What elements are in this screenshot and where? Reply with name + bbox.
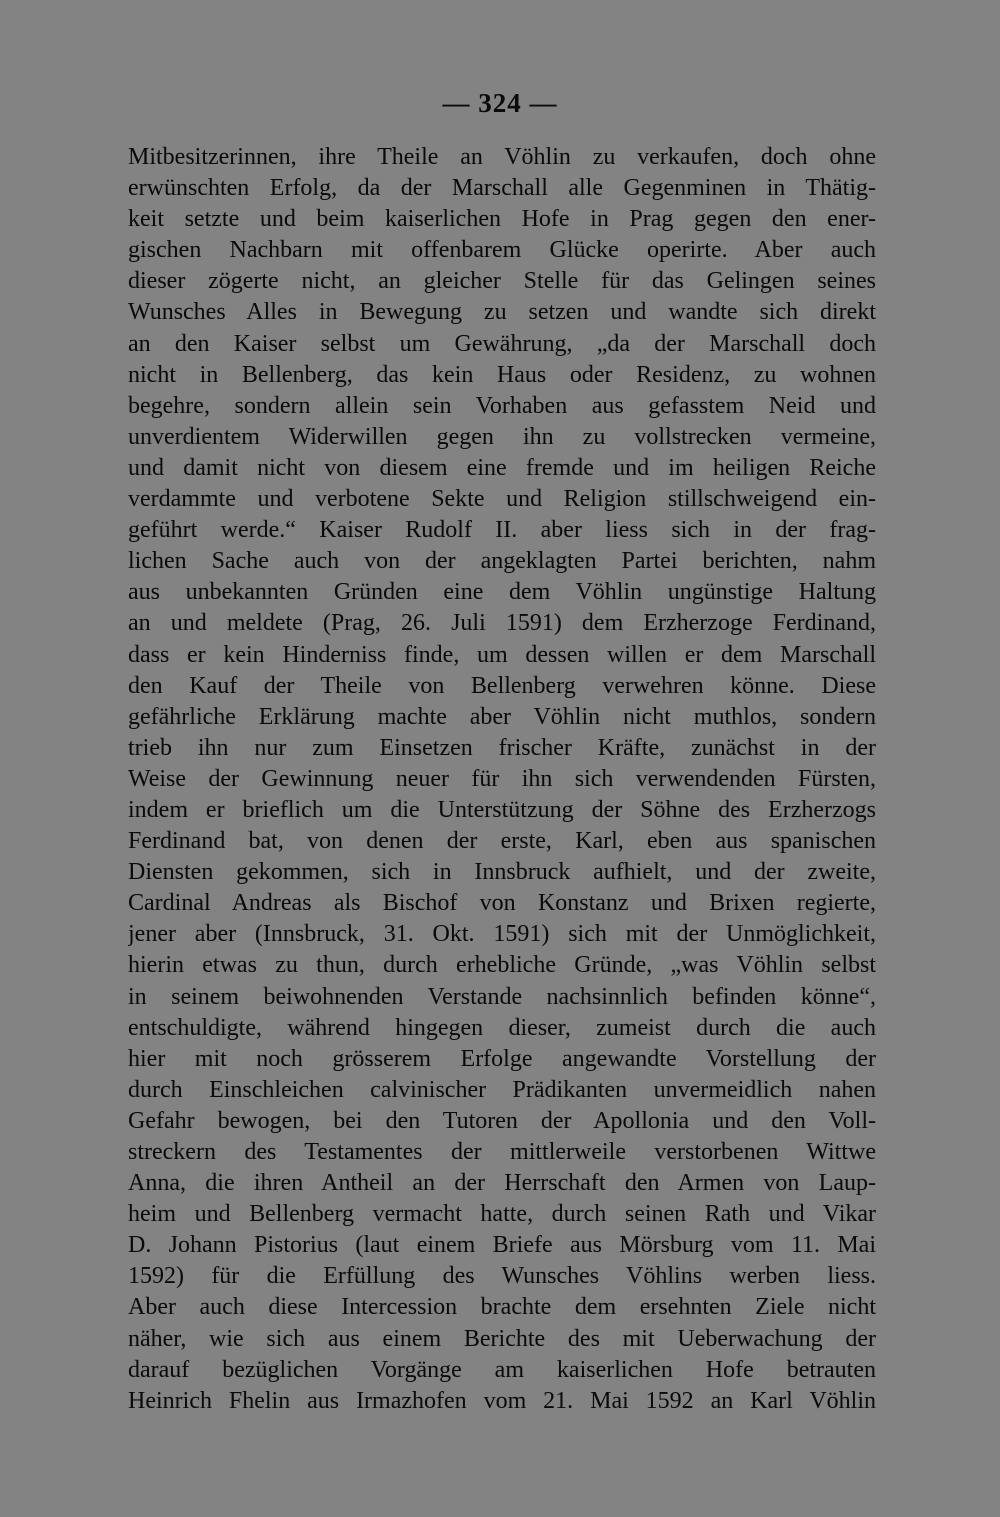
text-line: an und meldete (Prag, 26. Juli 1591) dem Erzherzoge Ferdinand, [128,610,876,637]
text-line: in seinem beiwohnenden Verstande nachsinnlich befinden könne“, [128,983,876,1010]
text-line: Ferdinand bat, von denen der erste, Karl, eben aus spanischen [128,828,876,855]
text-line: den Kauf der Theile von Bellenberg verwehren könne. Diese [128,672,876,699]
text-line: an den Kaiser selbst um Gewährung, „da der Marschall doch [128,330,876,357]
text-line: gefährliche Erklärung machte aber Vöhlin nicht muthlos, sondern [128,703,876,730]
text-line: hierin etwas zu thun, durch erhebliche Gründe, „was Vöhlin selbst [128,952,876,979]
text-line: gischen Nachbarn mit offenbarem Glücke operirte. Aber auch [128,237,876,264]
text-line: jener aber (Innsbruck, 31. Okt. 1591) sich mit der Unmöglichkeit, [128,921,876,948]
text-line: lichen Sache auch von der angeklagten Partei berichten, nahm [128,548,876,575]
text-line: Heinrich Fhelin aus Irmazhofen vom 21. Mai 1592 an Karl Vöhlin [128,1387,876,1414]
text-line: keit setzte und beim kaiserlichen Hofe in Prag gegen den ener- [128,206,876,233]
text-line: verdammte und verbotene Sekte und Religion stillschweigend ein- [128,486,876,513]
text-line: und damit nicht von diesem eine fremde und im heiligen Reiche [128,454,876,481]
text-line: erwünschten Erfolg, da der Marschall alle Gegenminen in Thätig- [128,175,876,202]
text-line: D. Johann Pistorius (laut einem Briefe aus Mörsburg vom 11. Mai [128,1232,876,1259]
text-line: näher, wie sich aus einem Berichte des mit Ueberwachung der [128,1325,876,1352]
text-line: Aber auch diese Intercession brachte dem ersehnten Ziele nicht [128,1294,876,1321]
text-line: trieb ihn nur zum Einsetzen frischer Kräfte, zunächst in der [128,734,876,761]
text-line: aus unbekannten Gründen eine dem Vöhlin ungünstige Haltung [128,579,876,606]
text-line: entschuldigte, während hingegen dieser, zumeist durch die auch [128,1014,876,1041]
text-line: geführt werde.“ Kaiser Rudolf II. aber liess sich in der frag- [128,517,876,544]
text-line: streckern des Testamentes der mittlerweile verstorbenen Wittwe [128,1139,876,1165]
text-line: Wunsches Alles in Bewegung zu setzen und wandte sich direkt [128,299,876,326]
text-line: Diensten gekommen, sich in Innsbruck aufhielt, und der zweite, [128,859,876,886]
text-line: 1592) für die Erfüllung des Wunsches Vöhlins werben liess. [128,1263,876,1290]
page-number: — 324 — [442,88,558,118]
text-line: unverdientem Widerwillen gegen ihn zu vollstrecken vermeine, [128,423,876,450]
text-line: Mitbesitzerinnen, ihre Theile an Vöhlin zu verkaufen, doch ohne [128,144,876,170]
text-line: hier mit noch grösserem Erfolge angewandte Vorstellung der [128,1045,876,1072]
text-line: Cardinal Andreas als Bischof von Konstanz und Brixen regierte, [128,890,876,917]
body-text [128,142,876,1417]
text-line: Gefahr bewogen, bei den Tutoren der Apollonia und den Voll- [128,1107,876,1134]
text-line: begehre, sondern allein sein Vorhaben aus gefasstem Neid und [128,392,876,419]
text-line: dieser zögerte nicht, an gleicher Stelle für das Gelingen seines [128,268,876,295]
text-line: Anna, die ihren Antheil an der Herrschaft den Armen von Laup- [128,1170,876,1197]
text-line: durch Einschleichen calvinischer Prädikanten unvermeidlich nahen [128,1076,876,1103]
text-line: heim und Bellenberg vermacht hatte, durch seinen Rath und Vikar [128,1201,876,1228]
text-line: darauf bezüglichen Vorgänge am kaiserlichen Hofe betrauten [128,1356,876,1383]
text-line: nicht in Bellenberg, das kein Haus oder Residenz, zu wohnen [128,361,876,388]
text-line: dass er kein Hinderniss finde, um dessen willen er dem Marschall [128,641,876,668]
text-line: Weise der Gewinnung neuer für ihn sich verwendenden Fürsten, [128,765,876,792]
text-line: indem er brieflich um die Unterstützung der Söhne des Erzherzogs [128,796,876,823]
